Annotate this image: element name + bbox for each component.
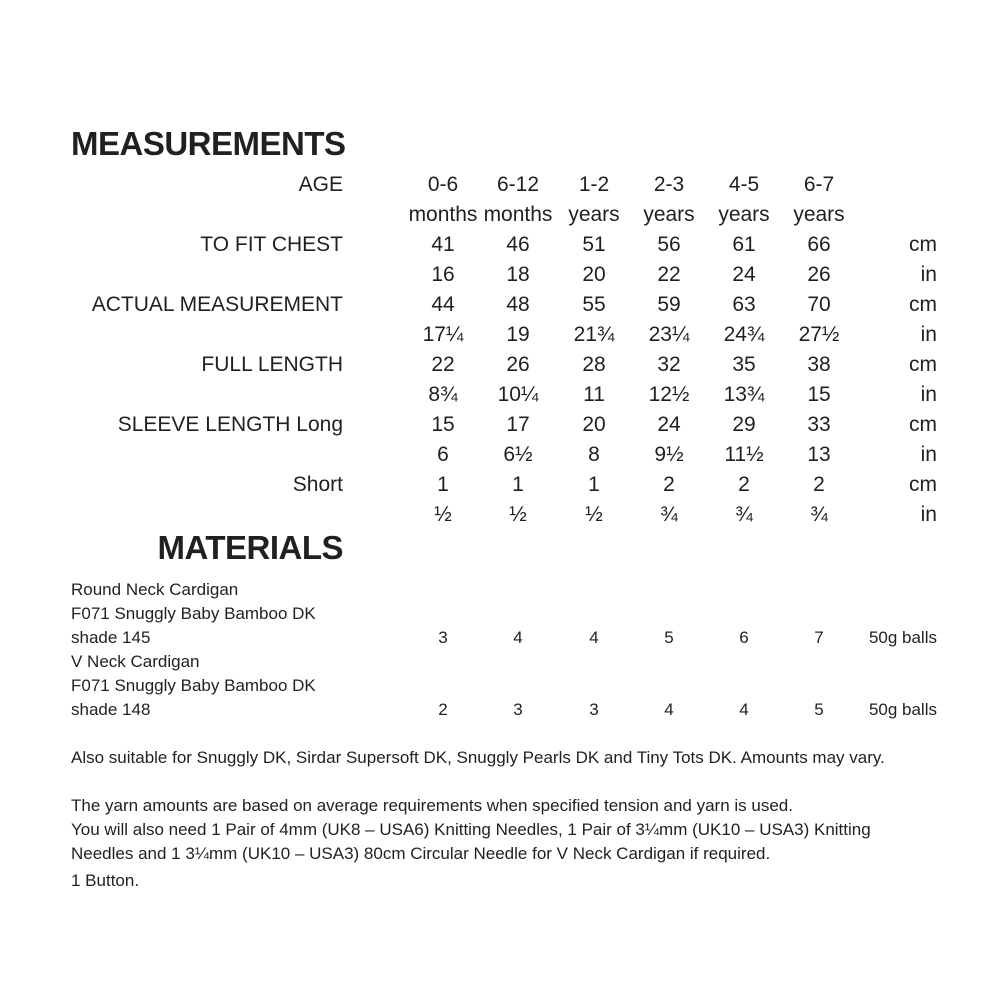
measurement-value: 2 [813, 473, 825, 496]
measurement-row [0, 320, 1000, 350]
measurement-value: 32 [657, 353, 681, 376]
measurement-value: 0-6 [427, 173, 459, 196]
measurement-row [0, 290, 1000, 320]
measurement-label: AGE [298, 173, 343, 196]
measurement-value: 6½ [503, 443, 533, 466]
measurement-value: 20 [582, 413, 606, 436]
measurement-row [0, 410, 1000, 440]
measurement-value: 6-7 [803, 173, 835, 196]
needles-note-line-1: You will also need 1 Pair of 4mm (UK8 – USA6) Knitting Needles, 1 Pair of 3¼mm (UK10 – USA3) Knitting [71, 820, 871, 839]
measurement-value: 22 [657, 263, 681, 286]
measurement-value: 8 [588, 443, 600, 466]
measurement-label [60, 200, 343, 230]
measurement-unit: in [920, 263, 937, 286]
measurement-value: 2-3 [653, 173, 685, 196]
materials-row [0, 698, 1000, 722]
measurement-value: 11 [583, 383, 605, 406]
materials-row [0, 602, 1000, 626]
measurement-value: 12½ [648, 383, 690, 406]
measurement-value: 26 [506, 353, 530, 376]
materials-row [0, 674, 1000, 698]
measurement-value: ½ [434, 503, 452, 526]
materials-quantity: 5 [814, 700, 824, 719]
measurement-value: 2 [738, 473, 750, 496]
materials-row [0, 626, 1000, 650]
measurement-value: 35 [732, 353, 756, 376]
materials-quantity: 6 [739, 628, 749, 647]
measurement-value: 59 [657, 293, 681, 316]
measurement-value: 44 [431, 293, 455, 316]
measurement-value: 1-2 [578, 173, 610, 196]
measurement-row [0, 440, 1000, 470]
measurement-row [0, 470, 1000, 500]
measurement-value: 24 [732, 263, 756, 286]
needles-note-line-2: Needles and 1 3¼mm (UK10 – USA3) 80cm Circular Needle for V Neck Cardigan if required. [71, 844, 771, 863]
measurement-unit: cm [909, 413, 937, 436]
measurement-row [0, 260, 1000, 290]
measurement-value: ¾ [810, 503, 828, 526]
materials-quantity: 4 [513, 628, 523, 647]
measurement-value: 18 [506, 263, 530, 286]
measurement-value: 1 [588, 473, 600, 496]
measurement-value: 26 [807, 263, 831, 286]
measurement-row [0, 350, 1000, 380]
measurement-row [0, 170, 1000, 200]
measurement-value: years [643, 203, 695, 226]
materials-quantity: 4 [589, 628, 599, 647]
measurement-unit [860, 170, 937, 200]
measurement-value: ½ [585, 503, 603, 526]
measurement-label [60, 260, 343, 290]
measurement-value: 28 [582, 353, 606, 376]
measurement-value: months [408, 203, 478, 226]
measurement-value: 48 [506, 293, 530, 316]
measurement-row [0, 500, 1000, 530]
measurement-value: 10¼ [497, 383, 539, 406]
measurement-unit: in [920, 383, 937, 406]
measurement-label [60, 440, 343, 470]
measurement-value: years [718, 203, 770, 226]
measurement-value: 24¾ [723, 323, 765, 346]
measurement-label: FULL LENGTH [201, 353, 343, 376]
materials-label: shade 148 [71, 700, 151, 719]
materials-label: Round Neck Cardigan [71, 580, 239, 599]
measurement-unit: in [920, 443, 937, 466]
measurement-value: 13 [807, 443, 831, 466]
measurements-heading: MEASUREMENTS [71, 125, 346, 162]
measurement-label: SLEEVE LENGTH Long [117, 413, 343, 436]
measurement-value: 38 [807, 353, 831, 376]
measurement-value: years [793, 203, 845, 226]
measurement-value: 4-5 [728, 173, 760, 196]
measurement-value: 51 [582, 233, 606, 256]
yarn-amounts-note: The yarn amounts are based on average requirements when specified tension and yarn is used. [71, 796, 793, 815]
measurement-label: TO FIT CHEST [200, 233, 343, 256]
measurement-unit: cm [909, 353, 937, 376]
measurement-value: 27½ [798, 323, 840, 346]
measurement-value: ¾ [735, 503, 753, 526]
measurement-value: 15 [807, 383, 831, 406]
measurement-value: 66 [807, 233, 831, 256]
measurement-value: months [483, 203, 553, 226]
measurement-value: 2 [663, 473, 675, 496]
measurement-unit: in [920, 503, 937, 526]
materials-row [0, 578, 1000, 602]
measurement-value: years [568, 203, 620, 226]
measurement-value: 15 [431, 413, 455, 436]
measurement-value: 33 [807, 413, 831, 436]
measurement-value: 23¼ [648, 323, 690, 346]
materials-unit: 50g balls [868, 628, 937, 647]
materials-label: F071 Snuggly Baby Bamboo DK [71, 676, 316, 695]
measurement-value: 21¾ [573, 323, 615, 346]
measurement-value: 16 [431, 263, 455, 286]
materials-quantity: 5 [664, 628, 674, 647]
materials-quantity: 4 [739, 700, 749, 719]
measurement-value: 8¾ [428, 383, 458, 406]
materials-quantity: 2 [438, 700, 448, 719]
measurement-value: 61 [732, 233, 756, 256]
measurement-unit: cm [909, 233, 937, 256]
materials-heading: MATERIALS [157, 529, 343, 566]
measurement-value: 19 [506, 323, 530, 346]
measurement-value: 22 [431, 353, 455, 376]
button-note: 1 Button. [71, 871, 140, 890]
measurement-value: 56 [657, 233, 681, 256]
measurement-unit: in [920, 323, 937, 346]
materials-quantity: 3 [438, 628, 448, 647]
measurement-unit [860, 200, 937, 230]
measurement-value: 41 [431, 233, 455, 256]
measurement-row [0, 200, 1000, 230]
measurement-value: 6-12 [496, 173, 540, 196]
measurement-value: 46 [506, 233, 530, 256]
measurement-value: 1 [512, 473, 524, 496]
materials-quantity: 3 [513, 700, 523, 719]
measurement-value: 24 [657, 413, 681, 436]
measurement-value: 70 [807, 293, 831, 316]
measurement-unit: cm [909, 293, 937, 316]
measurement-label: ACTUAL MEASUREMENT [91, 293, 343, 316]
measurement-value: 9½ [654, 443, 684, 466]
measurement-value: 17 [506, 413, 530, 436]
materials-unit: 50g balls [868, 700, 937, 719]
materials-quantity: 3 [589, 700, 599, 719]
alternative-yarns-note: Also suitable for Snuggly DK, Sirdar Supersoft DK, Snuggly Pearls DK and Tiny Tots DK. Amounts may vary. [71, 748, 885, 767]
measurement-row [0, 380, 1000, 410]
measurement-label: Short [292, 473, 343, 496]
measurement-row [0, 230, 1000, 260]
materials-label: V Neck Cardigan [71, 652, 200, 671]
measurement-label [60, 320, 343, 350]
measurement-value: ¾ [660, 503, 678, 526]
measurement-value: 55 [582, 293, 606, 316]
measurement-value: 17¼ [422, 323, 464, 346]
measurement-value: 13¾ [723, 383, 765, 406]
materials-quantity: 4 [664, 700, 674, 719]
materials-label: F071 Snuggly Baby Bamboo DK [71, 604, 316, 623]
measurement-value: 1 [437, 473, 449, 496]
measurement-value: 20 [582, 263, 606, 286]
measurement-value: 6 [437, 443, 449, 466]
measurement-value: 11½ [724, 443, 764, 466]
measurement-value: 63 [732, 293, 756, 316]
measurement-value: ½ [509, 503, 527, 526]
measurement-value: 29 [732, 413, 756, 436]
measurement-unit: cm [909, 473, 937, 496]
materials-label: shade 145 [71, 628, 151, 647]
measurement-label [60, 500, 343, 530]
materials-row [0, 650, 1000, 674]
measurement-label [60, 380, 343, 410]
materials-quantity: 7 [814, 628, 824, 647]
